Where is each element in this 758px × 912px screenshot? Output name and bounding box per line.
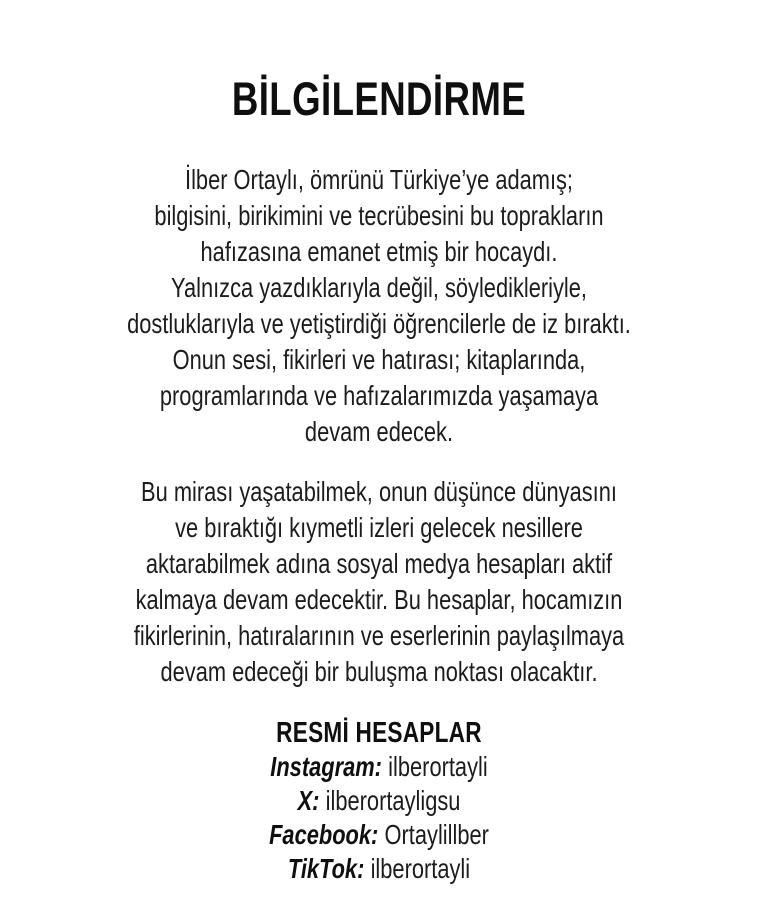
official-accounts-section xyxy=(0,716,758,886)
account-handle: ilberortayli xyxy=(388,751,488,782)
account-platform-label: TikTok: xyxy=(287,853,365,884)
paragraph-line: bilgisini, birikimini ve tecrübesini bu toprakların xyxy=(154,200,604,231)
account-platform-label: Facebook: xyxy=(269,819,379,850)
paragraph-line: aktarabilmek adına sosyal medya hesapları aktif xyxy=(145,548,613,579)
paragraph-line: devam edecek. xyxy=(304,416,454,447)
paragraph-line: kalmaya devam edecektir. Bu hesaplar, hocamızın xyxy=(135,584,623,615)
account-item-facebook xyxy=(0,818,758,852)
paragraph-legacy xyxy=(0,162,758,450)
paragraph-line: fikirlerinin, hatıralarının ve eserlerinin paylaşılmaya xyxy=(133,620,625,651)
account-handle: Ortaylillber xyxy=(384,819,489,850)
paragraph-line: ve bıraktığı kıymetli izleri gelecek nesillere xyxy=(175,512,583,543)
paragraph-line: Yalnızca yazdıklarıyla değil, söyledikleriyle, xyxy=(171,272,587,303)
paragraph-line: programlarında ve hafızalarımızda yaşamaya xyxy=(159,380,599,411)
paragraph-social-accounts xyxy=(0,474,758,690)
account-item-tiktok xyxy=(0,852,758,886)
paragraph-line: Onun sesi, fikirleri ve hatırası; kitaplarında, xyxy=(172,344,586,375)
paragraph-line: hafızasına emanet etmiş bir hocaydı. xyxy=(200,236,558,267)
accounts-heading: RESMİ HESAPLAR xyxy=(276,717,482,749)
paragraph-line: İlber Ortaylı, ömrünü Türkiye’ye adamış; xyxy=(184,164,574,195)
paragraph-line: dostluklarıyla ve yetiştirdiği öğrencilerle de iz bıraktı. xyxy=(127,308,631,339)
account-item-x xyxy=(0,784,758,818)
page-title: BİLGİLENDİRME xyxy=(231,72,527,125)
account-platform-label: Instagram: xyxy=(270,751,382,782)
paragraph-line: Bu mirası yaşatabilmek, onun düşünce dünyasını xyxy=(141,476,617,507)
account-handle: ilberortayligsu xyxy=(325,785,461,816)
paragraph-line: devam edeceği bir buluşma noktası olacaktır. xyxy=(160,656,598,687)
account-platform-label: X: xyxy=(297,785,320,816)
account-handle: ilberortayli xyxy=(370,853,471,884)
account-item-instagram xyxy=(0,750,758,784)
